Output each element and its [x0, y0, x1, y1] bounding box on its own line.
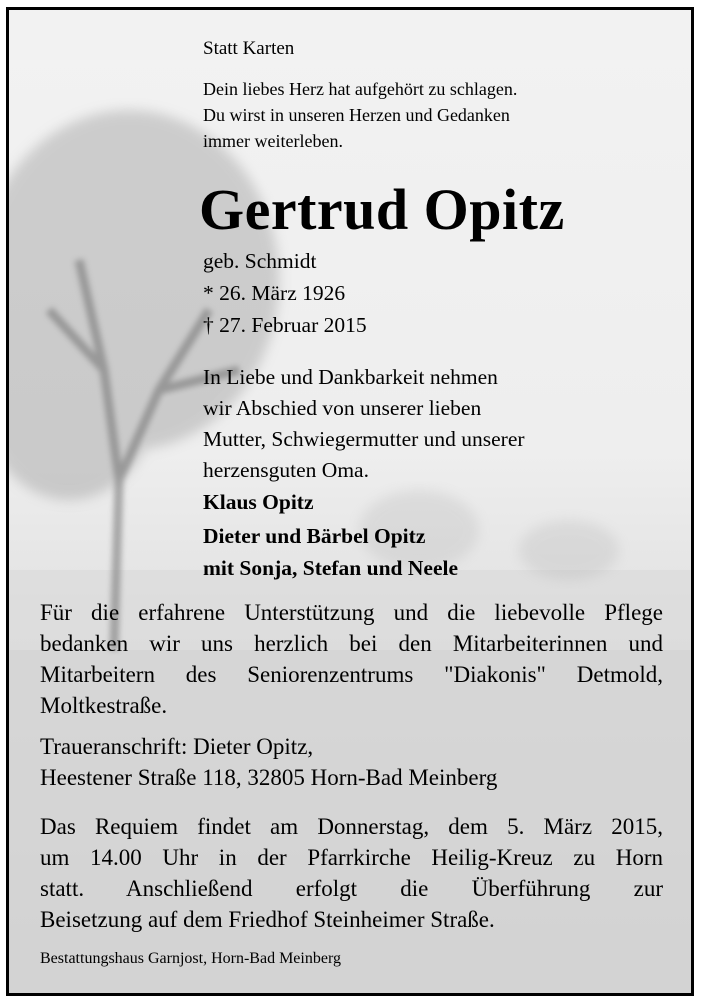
requiem-paragraph: [40, 811, 663, 935]
thanks-line-2: bedanken wir uns herzlich bei den Mitarbeiterinnen und: [40, 631, 663, 656]
thanks-line-4: Moltkestraße.: [40, 693, 168, 718]
deceased-name: Gertrud Opitz: [199, 177, 565, 242]
requiem-line-4: Beisetzung auf dem Friedhof Steinheimer Straße.: [40, 907, 495, 932]
funeral-home: Bestattungshaus Garnjost, Horn-Bad Meinberg: [40, 950, 341, 967]
mourner-3: mit Sonja, Stefan und Neele: [203, 556, 459, 580]
thanks-line-3: Mitarbeitern des Seniorenzentrums "Diakonis" Detmold,: [40, 662, 663, 687]
farewell-line-1: In Liebe und Dankbarkeit nehmen: [203, 365, 498, 389]
header-statt-karten: Statt Karten: [203, 38, 295, 59]
farewell-line-3: Mutter, Schwiegermutter und unserer: [203, 427, 525, 451]
poem-line-1: Dein liebes Herz hat aufgehört zu schlagen.: [203, 79, 518, 99]
poem-line-3: immer weiterleben.: [203, 131, 343, 151]
death-date: † 27. Februar 2015: [203, 313, 367, 337]
mourner-1: Klaus Opitz: [203, 490, 314, 514]
address-line-2: Heestener Straße 118, 32805 Horn-Bad Meinberg: [40, 765, 498, 790]
maiden-name: geb. Schmidt: [203, 249, 317, 273]
requiem-line-2: um 14.00 Uhr in der Pfarrkirche Heilig-Kreuz zu Horn: [40, 845, 663, 870]
poem-line-2: Du wirst in unseren Herzen und Gedanken: [203, 105, 510, 125]
requiem-line-1: Das Requiem findet am Donnerstag, dem 5. März 2015,: [40, 814, 663, 839]
farewell-line-4: herzensguten Oma.: [203, 458, 369, 482]
thanks-paragraph: [40, 597, 663, 721]
farewell-line-2: wir Abschied von unserer lieben: [203, 396, 482, 420]
address-line-1: Traueranschrift: Dieter Opitz,: [40, 734, 314, 759]
thanks-line-1: Für die erfahrene Unterstützung und die liebevolle Pflege: [40, 600, 663, 625]
birth-date: * 26. März 1926: [203, 281, 346, 305]
mourner-2: Dieter und Bärbel Opitz: [203, 524, 426, 548]
obituary-frame: [6, 7, 694, 996]
requiem-line-3: statt. Anschließend erfolgt die Überführung zur: [40, 876, 663, 901]
